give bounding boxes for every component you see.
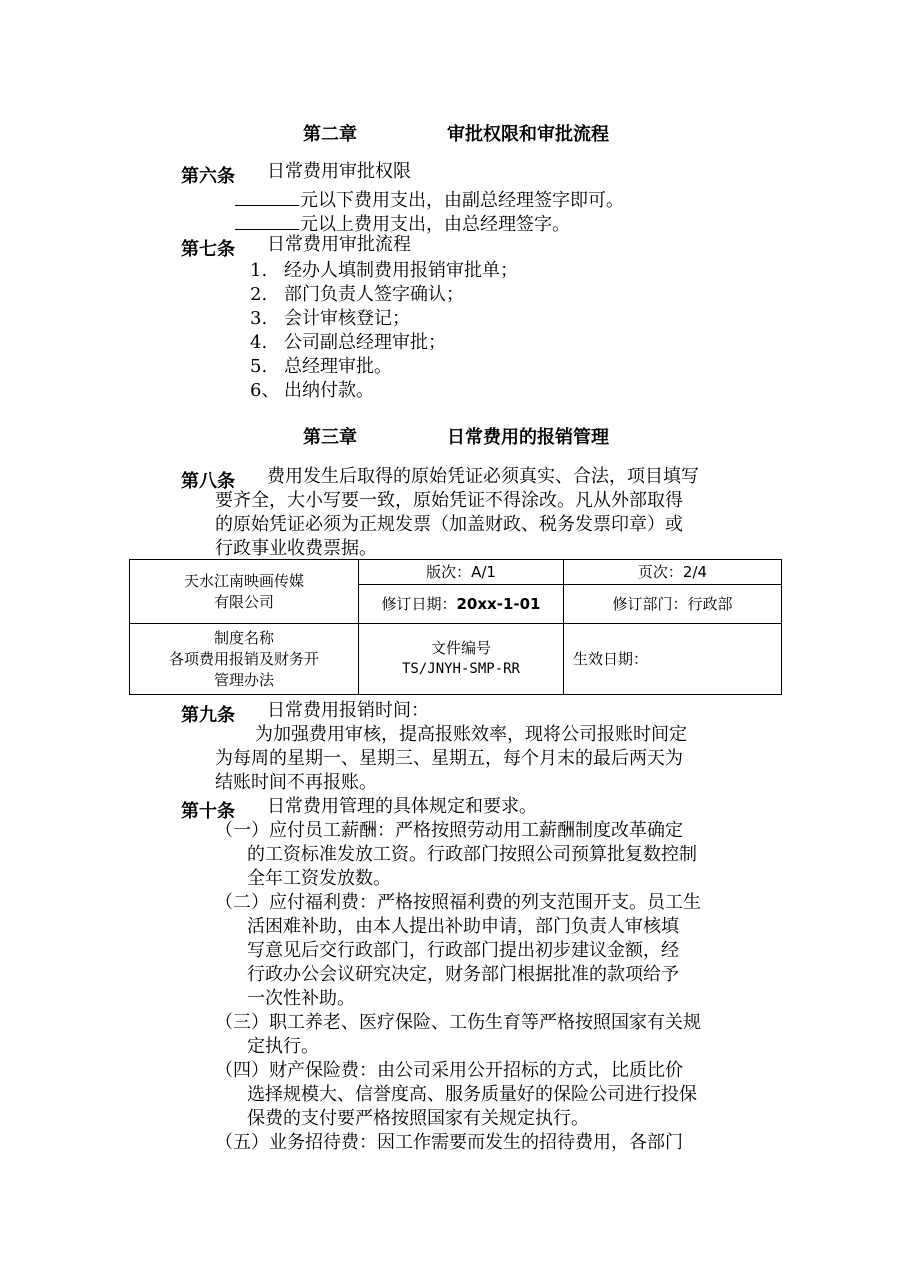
article-10-item-line: 活困难补助，由本人提出补助申请，部门负责人审核填 bbox=[247, 916, 679, 937]
document-header-table bbox=[129, 559, 782, 695]
article-10-item-line: 的工资标准发放工资。行政部门按照公司预算批复数控制 bbox=[247, 844, 697, 865]
article-9-label: 第九条 bbox=[181, 705, 235, 726]
article-10-item-line: 选择规模大、信誉度高、服务质量好的保险公司进行投保 bbox=[247, 1084, 697, 1105]
article-8-line: 要齐全，大小写要一致，原始凭证不得涂改。凡从外部取得 bbox=[215, 490, 683, 511]
article-7-title: 日常费用审批流程 bbox=[267, 234, 411, 255]
revision-dept-cell: 修订部门：行政部 bbox=[564, 585, 782, 624]
step-text: 会计审核登记； bbox=[284, 308, 410, 329]
article-8-line: 的原始凭证必须为正规发票（加盖财政、税务发票印章）或 bbox=[215, 514, 683, 535]
version-cell: 版次：A/1 bbox=[359, 560, 564, 585]
company-name-cell bbox=[130, 560, 359, 624]
blank-amount-line bbox=[235, 211, 299, 230]
article-9-line: 为每周的星期一、星期三、星期五，每个月末的最后两天为 bbox=[215, 748, 683, 769]
system-name-cell bbox=[130, 624, 359, 695]
article-9-line: 结账时间不再报账。 bbox=[215, 772, 377, 793]
article-10-item-line: （四）财产保险费：由公司采用公开招标的方式，比质比价 bbox=[215, 1060, 683, 1081]
system-name-label: 制度名称 bbox=[213, 628, 274, 647]
article-10-item-line: （一）应付员工薪酬：严格按照劳动用工薪酬制度改革确定 bbox=[215, 820, 683, 841]
revision-date-value: 20xx-1-01 bbox=[456, 594, 541, 613]
article-10-item-line: （二）应付福利费：严格按照福利费的列支范围开支。员工生 bbox=[215, 892, 701, 913]
step-number: 5. bbox=[250, 356, 268, 377]
revision-date-cell bbox=[359, 585, 564, 624]
article-8-label: 第八条 bbox=[181, 471, 235, 492]
article-6-line-2: 元以上费用支出，由总经理签字。 bbox=[235, 211, 570, 237]
article-8-line: 费用发生后取得的原始凭证必须真实、合法，项目填写 bbox=[267, 466, 699, 487]
article-10-item-line: 一次性补助。 bbox=[247, 988, 355, 1009]
article-10-item-line: 保费的支付要严格按照国家有关规定执行。 bbox=[247, 1108, 589, 1129]
article-10-item-line: （五）业务招待费：因工作需要而发生的招待费用，各部门 bbox=[215, 1132, 683, 1153]
doc-number-cell bbox=[359, 624, 564, 695]
step-text: 总经理审批。 bbox=[284, 356, 392, 377]
article-10-item-line: 行政办公会议研究决定，财务部门根据批准的款项给予 bbox=[247, 964, 679, 985]
article-10-item-line: 定执行。 bbox=[247, 1036, 319, 1057]
article-9-line: 为加强费用审核，提高报账效率，现将公司报账时间定 bbox=[255, 724, 687, 745]
article-7-label: 第七条 bbox=[181, 239, 235, 260]
effective-date-cell: 生效日期： bbox=[564, 624, 782, 695]
step-text: 公司副总经理审批； bbox=[284, 332, 446, 353]
article-8-line: 行政事业收费票据。 bbox=[215, 538, 377, 559]
step-text: 经办人填制费用报销审批单； bbox=[284, 260, 518, 281]
article-10-item-line: 全年工资发放数。 bbox=[247, 868, 391, 889]
article-6-line-1: 元以下费用支出，由副总经理签字即可。 bbox=[235, 187, 624, 213]
article-6-title: 日常费用审批权限 bbox=[267, 161, 411, 182]
company-name-line: 天水江南映画传媒 bbox=[183, 571, 304, 590]
company-name-line: 有限公司 bbox=[213, 592, 274, 611]
doc-number-label: 文件编号 bbox=[430, 639, 491, 657]
article-10-title: 日常费用管理的具体规定和要求。 bbox=[267, 796, 537, 817]
doc-number-value: TS/JNYH-SMP-RR bbox=[401, 661, 520, 677]
step-number: 4. bbox=[250, 332, 268, 353]
page-cell: 页次：2/4 bbox=[564, 560, 782, 585]
article-6-label: 第六条 bbox=[181, 166, 235, 187]
article-10-item-line: （三）职工养老、医疗保险、工伤生育等严格按照国家有关规 bbox=[215, 1012, 701, 1033]
step-number: 1. bbox=[250, 260, 268, 281]
system-name-line: 管理办法 bbox=[213, 670, 274, 689]
step-text: 出纳付款。 bbox=[284, 380, 374, 401]
chapter-3-title: 日常费用的报销管理 bbox=[447, 427, 609, 448]
article-10-item-line: 写意见后交行政部门，行政部门提出初步建议金额，经 bbox=[247, 940, 679, 961]
blank-amount-line bbox=[235, 187, 299, 206]
article-10-label: 第十条 bbox=[181, 801, 235, 822]
chapter-3-number: 第三章 bbox=[303, 427, 357, 448]
step-number: 2. bbox=[250, 284, 268, 305]
step-number: 3. bbox=[250, 308, 268, 329]
step-text: 部门负责人签字确认； bbox=[284, 284, 464, 305]
system-name-line: 各项费用报销及财务开 bbox=[168, 649, 319, 668]
article-9-title: 日常费用报销时间： bbox=[267, 700, 429, 721]
chapter-2-number: 第二章 bbox=[303, 124, 357, 145]
revision-date-label: 修订日期： bbox=[381, 594, 457, 613]
chapter-2-title: 审批权限和审批流程 bbox=[447, 124, 609, 145]
step-number: 6、 bbox=[250, 380, 280, 401]
